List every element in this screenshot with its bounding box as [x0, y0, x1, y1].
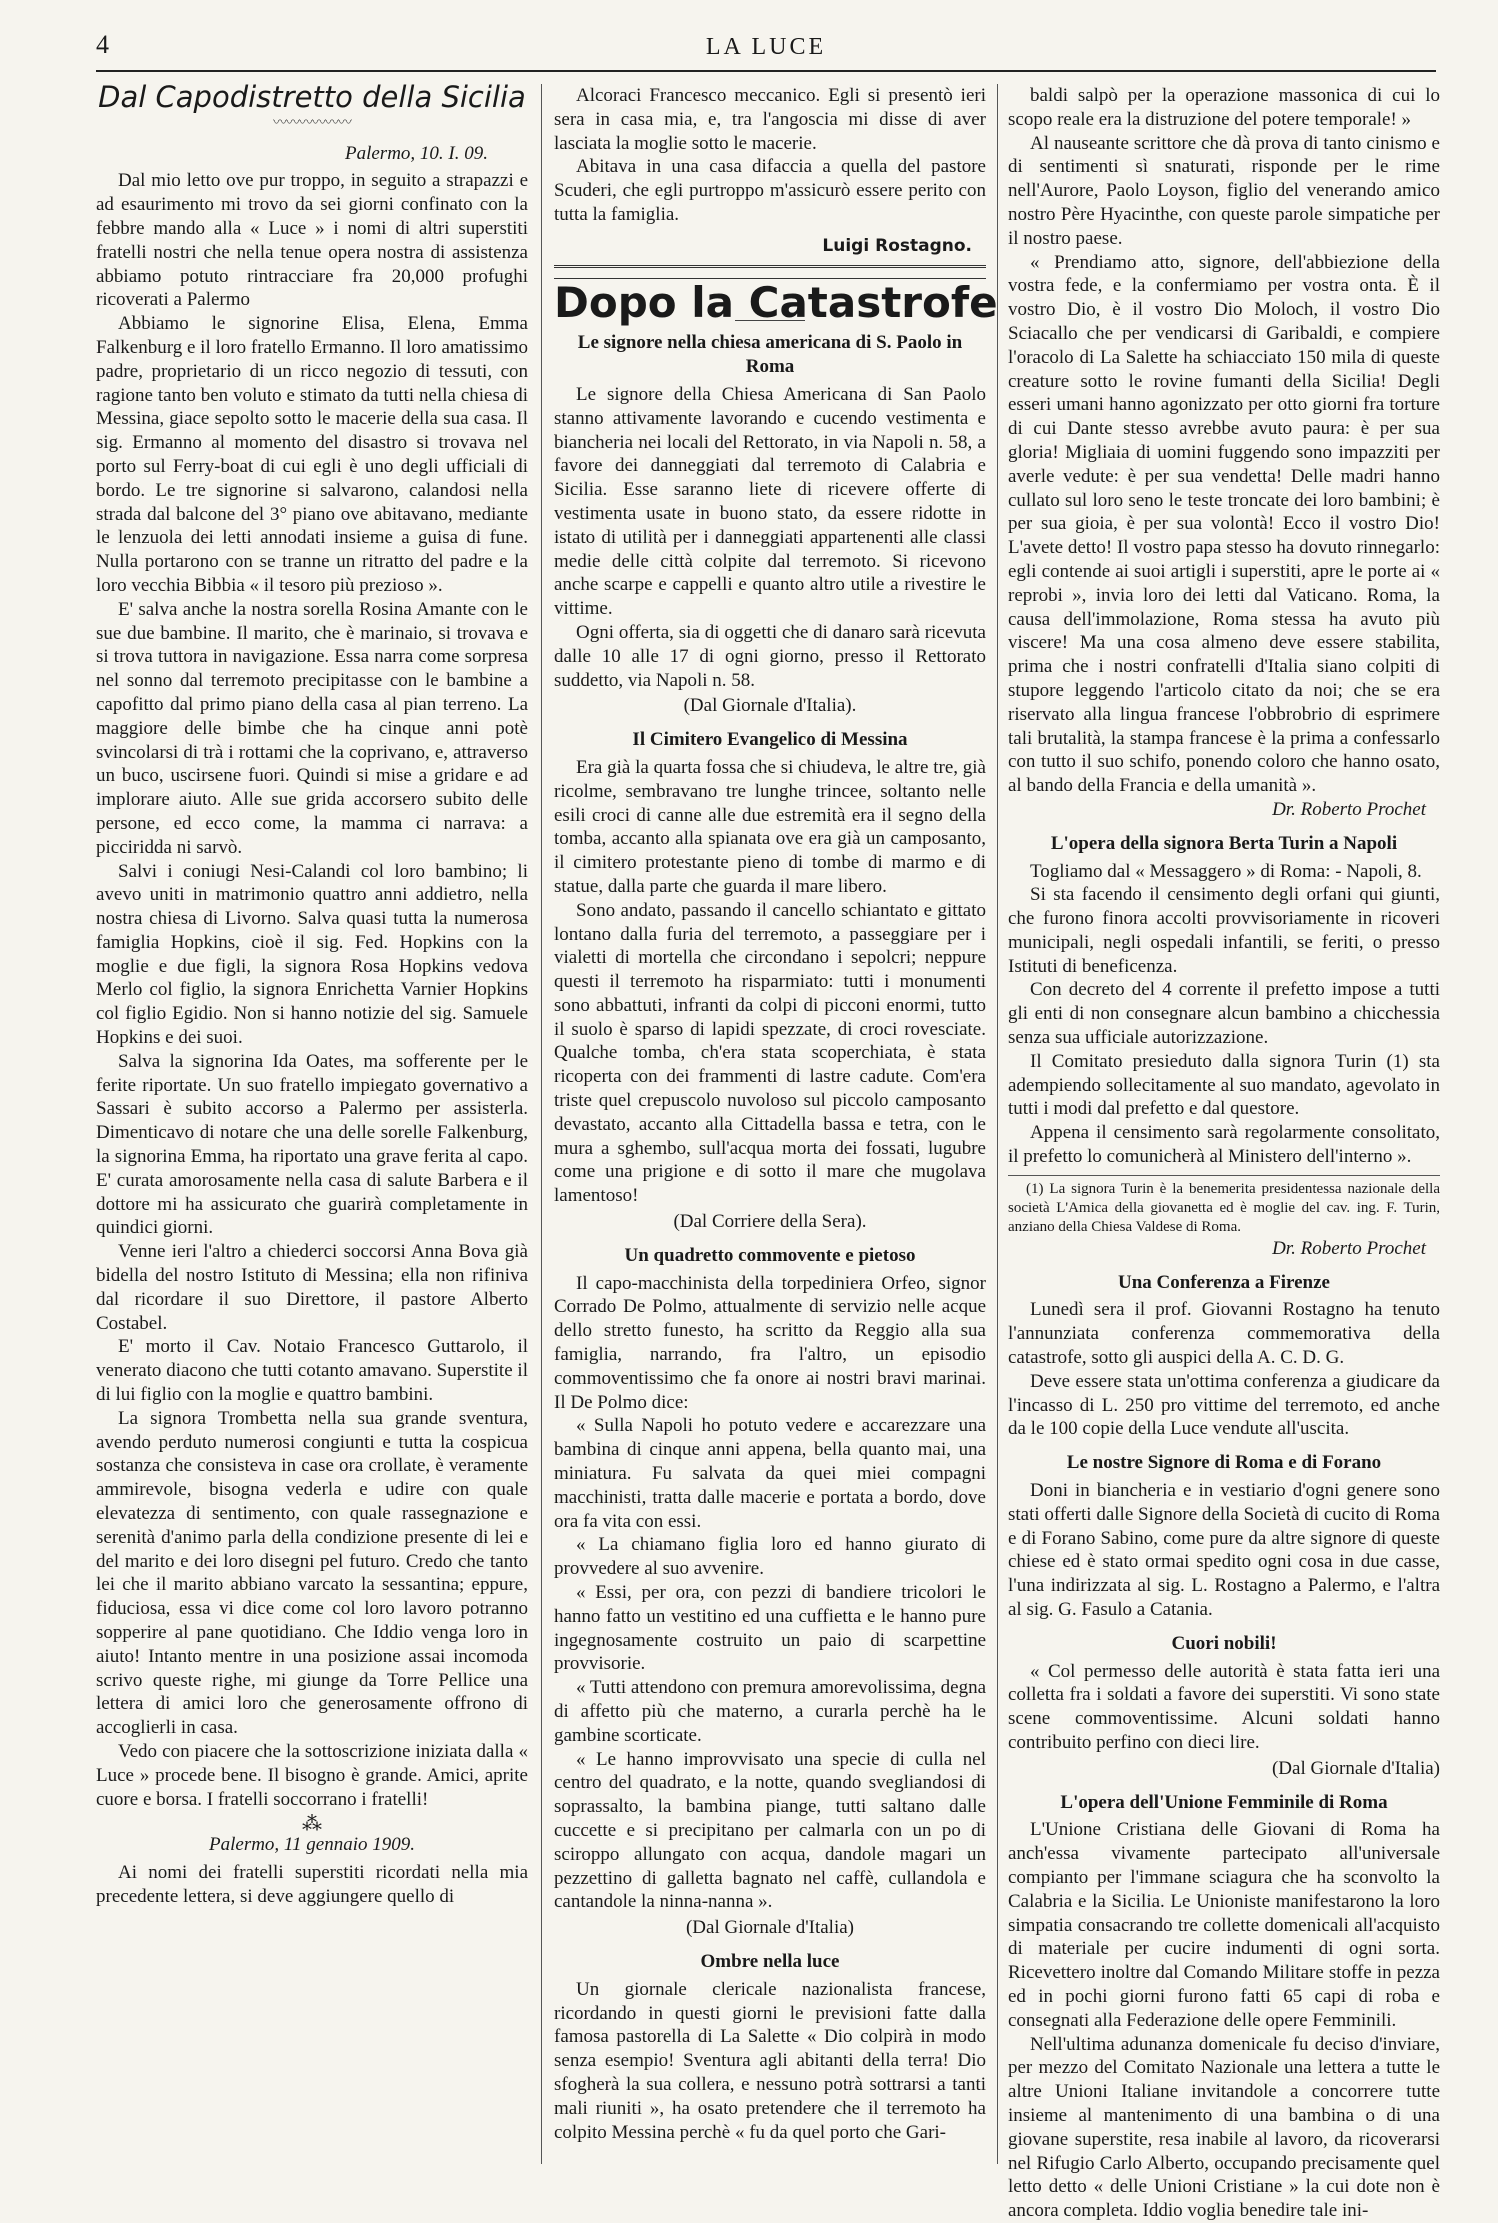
masthead — [96, 30, 1436, 72]
article-body — [1008, 1818, 1440, 2223]
article-heading: Una Conferenza a Firenze — [1118, 1271, 1330, 1293]
source-credit: (Dal Giornale d'Italia) — [1271, 1757, 1440, 1779]
article-body — [1008, 1479, 1440, 1622]
dateline: Palermo, 10. I. 09. — [344, 142, 488, 164]
signature: Luigi Rostagno. — [822, 235, 972, 256]
signature: Dr. Roberto Prochet — [1272, 1237, 1426, 1259]
article-heading: L'opera dell'Unione Femminile di Roma — [1060, 1791, 1388, 1813]
paragraph: Nell'ultima adunanza domenicale fu deciso d'inviare, per mezzo del Comitato Nazionale una lettera a tutte le altre Unioni Italiane invitandole a concorrere tutte insieme al mantenimento di una bambina o di una giovane superstite, resa inabile al lavoro, da ricoverarsi nel Rifugio Carlo Alberto, occupando precisamente quel letto detto « delle Unioni Cristiane » la cui dote non è ancora completa. Iddio voglia benedire tale ini- — [1008, 2033, 1440, 2222]
paragraph: Abitava in una casa difaccia a quella del pastore Scuderi, che egli purtroppo m'assicurò essere perito con tutta la famiglia. — [554, 156, 986, 225]
article-heading: Cuori nobili! — [1171, 1632, 1277, 1654]
article-heading: L'opera della signora Berta Turin a Napoli — [1050, 832, 1398, 854]
paragraph: « Le hanno improvvisato una specie di culla nel centro del quadrato, e la notte, quando svegliandosi di soprassalto, la bambina piange, tutti saltano dalle cuccette e si precipitano per calmarla con un po di sciroppo allungato con acqua, dandole magari un pezzettino di galletta bagnato nel caffè, cullandola e cantandole la ninna-nanna ». — [554, 1748, 986, 1913]
newspaper-title: LA LUCE — [705, 34, 827, 60]
paragraph: « Col permesso delle autorità è stata fatta ieri una colletta fra i soldati a favore dei superstiti. Vi sono state scene commoventissime. Alcuni soldati hanno contribuito perfino con dieci lire. — [1008, 1660, 1440, 1753]
footnote-text: (1) La signora Turin è la benemerita presidentessa nazionale della società L'Amica della giovanetta ed è moglie del cav. ing. F. Turin, anziano della Chiesa Valdese di Roma. — [1008, 1180, 1440, 1235]
paragraph: « Tutti attendono con premura amorevolissima, degna di affetto più che materno, a curarla perchè ha le gambine scorticate. — [554, 1677, 987, 1746]
paragraph: Sono andato, passando il cancello schiantato e gittato lontano dalla furia del terremoto, a passeggiare per i vialetti di mortella che circondano i sepolcri; neppure questi il terremoto ha risparmiato: tutti i monumenti sono abbattuti, infranti da colpi di picconi enormi, tutto il suolo è sparso di lapidi spezzate, di croci rovesciate. Qualche tomba, ch'era stata scoperchiata, è stata ricoperta con dei frammenti di lastre cadute. Com'era triste quel crepuscolo nuvoloso sul piccolo camposanto devastato, accanto alla Cittadella bassa e tetra, con le mura a sghembo, sull'acqua morta dei fossati, lugubre come una prigione e di sotto il mare che mugolava lamentoso! — [554, 899, 986, 1207]
column-3 — [1008, 84, 1440, 2222]
paragraph: Togliamo dal « Messaggero » di Roma: - Napoli, 8. — [1030, 860, 1422, 882]
dateline: Palermo, 11 gennaio 1909. — [209, 1834, 415, 1856]
paragraph: La signora Trombetta nella sua grande sventura, avendo perduto numerosi congiunti e tutta la cospicua sostanza che consisteva in case ora crollate, è veramente ammirevole, bisogna vederla e udire con quale elevatezza di sentimento, con quale rassegnazione e serenità d'animo parla della condizione presente di lei e del marito e dei loro disegni pel futuro. Credo che tanto lei che il marito abbiano varcato la sessantina; eppure, fiduciosa, essa vi dice come col loro lavoro potranno sopperire al pane quotidiano. Che Iddio venga loro in aiuto! Intanto mentre in una posizione assai incomoda scrivo queste righe, mi giunge da Torre Pellice una lettera di amici loro che generosamente offrono di accoglierli in casa. — [96, 1407, 528, 1739]
paragraph: « La chiamano figlia loro ed hanno giurato di provvedere al suo avvenire. — [554, 1534, 986, 1580]
article-heading: Le signore nella chiesa americana di S. Paolo in Roma — [577, 332, 963, 378]
paragraph: Con decreto del 4 corrente il prefetto impose a tutti gli enti di non consegnare alcun bambino a chicchessia senza sua ufficiale autorizzazione. — [1008, 979, 1440, 1049]
paragraph: Ogni offerta, sia di oggetti che di danaro sarà ricevuta dalle 10 alle 17 di ogni giorno, presso il Rettorato suddetto, via Napoli n. 58. — [554, 621, 986, 691]
paragraph: « Sulla Napoli ho potuto vedere e accarezzare una bambina di cinque anni appena, bella quanto mai, una miniatura. Fu salvata da quei miei compagni macchinisti, tratta dalle macerie e portata a bordo, dove ora fa vita con essi. — [554, 1415, 986, 1532]
source-credit: (Dal Corriere della Sera). — [673, 1211, 867, 1233]
asterism: ⁂ — [302, 1813, 322, 1836]
paragraph: baldi salpò per la operazione massonica di cui lo scopo reale era la distruzione del potere temporale! » — [1008, 85, 1440, 130]
article-body — [554, 84, 986, 227]
paragraph: Venne ieri l'altro a chiederci soccorsi Anna Bova già bidella del nostro Istituto di Messina; ella non rifiniva dal ricordare il suo Direttore, il pastore Alberto Costabel. — [96, 1241, 528, 1334]
paragraph: Il capo-macchinista della torpediniera Orfeo, signor Corrado De Polmo, attualmente di servizio nelle acque dello stretto funesto, ha scritto da Reggio alla sua famiglia, narrando, fra l'altro, un episodio commoventissimo che fa onore ai nostri bravi marinai. Il De Polmo dice: — [554, 1272, 986, 1413]
article-body — [554, 1978, 986, 2145]
paragraph: Salva la signorina Ida Oates, ma sofferente per le ferite riportate. Un suo fratello impiegato governativo a Sassari è subito accorso a Palermo per assisterla. Dimenticavo di notare che una delle sorelle Falkenburg, la signorina Emma, ha riportato una grave ferita al capo. E' curata amorosamente nella casa di salute Barbera e il dottore mi ha assicurato che guarirà completamente in quindici giorni. — [96, 1050, 528, 1239]
source-credit: (Dal Giornale d'Italia). — [683, 695, 857, 717]
article-body — [1008, 1660, 1440, 1755]
paragraph: Il Comitato presieduto dalla signora Turin (1) sta adempiendo sollecitamente al suo mandato, agevolato in tutti i modi dal prefetto e dal questore. — [1008, 1050, 1440, 1120]
paragraph: Salvi i coniugi Nesi-Calandi col loro bambino; li avevo uniti in matrimonio quattro anni addietro, nella nostra chiesa di Livorno. Salva quasi tutta la numerosa famiglia Hopkins, cioè il sig. Fed. Hopkins con la moglie e due figli, la signora Rosa Hopkins vedova Merlo col figlio, la signora Enrichetta Varnier Hopkins col figlio Egidio. Non si hanno notizie del sig. Samuele Hopkins e dei suoi. — [96, 860, 528, 1049]
article-body — [1008, 1298, 1440, 1441]
column-1 — [96, 80, 528, 2174]
article-title: Dal Capodistretto della Sicilia — [98, 80, 526, 114]
paragraph: Appena il censimento sarà regolarmente consolitato, il prefetto lo comunicherà al Ministero dell'interno ». — [1008, 1122, 1440, 1168]
title-ornament: 〰〰〰〰〰〰 — [273, 115, 351, 131]
paragraph: Un giornale clericale nazionalista francese, ricordando in questi giorni le previsioni fatte dalla famosa pastorella di La Salette « Dio colpirà in modo senza esempio! Sventura agli abitanti della terra! Dio sfogherà la sua collera, e nessuno potrà sottrarsi a tanti mali riuniti », ha osato pretendere che il terremoto ha colpito Messina perchè « fu da quel porto che Gari- — [554, 1978, 986, 2143]
article-body — [96, 169, 528, 1811]
paragraph: « Prendiamo atto, signore, dell'abbiezione della vostra fede, e la confermiamo per vostra onta. È il vostro Dio, è il vostro Dio Moloch, il vostro Dio Sciacallo che per vendicarsi di Garibaldi, e compiere l'oracolo di La Salette ha schiacciato 150 mila di queste creature sotto le rovine fumanti della Sicilia! Degli esseri umani hanno agonizzato per otto giorni fra torture di cui Dante stesso avrebbe avuto paura: è per sua gloria! Migliaia di uomini fuggendo sono impazziti per averle vedute: è per sua vendetta! Delle madri hanno cullato sul loro seno le teste troncate dei loro bambini; è per sua gioia, è per sua volontà! Ecco il vostro Dio! L'avete detto! Il vostro papa stesso ha dovuto rinnegarlo: egli contende ai suoi artigli i superstiti, apre le porte ai « reprobi », invia loro dei letti dal Vaticano. Roma, la causa dell'immolazione, Roma stessa ha avuto più viscere! Ma una cosa almeno deve essere stabilita, prima che i nostri confratelli d'Italia siano colpiti di stupore leggendo l'articolo citato da noi; che se era riservato alla lingua francese l'obbrobrio di esprimere tali brutalità, la stampa francese è la prima a confessarlo con tutto il suo schifo, ponendo coloro che hanno osato, al bando della Francia e della umanità ». — [1008, 251, 1440, 797]
paragraph: Alcoraci Francesco meccanico. Egli si presentò ieri sera in casa mia, e, tra l'angoscia mi disse di aver lasciata la moglie sotto le macerie. — [554, 85, 986, 154]
paragraph: Era già la quarta fossa che si chiudeva, le altre tre, già ricolme, sembravano tre lunghe trincee, soltanto nelle esili croci di canne alle due estremità era il segno della tomba, accanto alla spianata ove era già un camposanto, il cimitero protestante pieno di tombe di marmo e di statue, dalla parte che guarda il mare libero. — [554, 756, 986, 897]
signature: Dr. Roberto Prochet — [1272, 798, 1426, 820]
paragraph: « Essi, per ora, con pezzi di bandiere tricolori le hanno fatto un vestitino ed una cuffietta e le hanno pure ingegnosamente costruito un paio di scarpettine provvisorie. — [554, 1582, 986, 1675]
article-body — [554, 1272, 986, 1915]
paragraph: Lunedì sera il prof. Giovanni Rostagno ha tenuto l'annunziata conferenza commemorativa della catastrofe, sotto gli auspici della A. C. D. G. — [1008, 1299, 1440, 1369]
article-body — [1008, 860, 1440, 1169]
section-divider — [554, 265, 986, 279]
article-body — [554, 756, 986, 1208]
column-divider — [541, 84, 542, 2164]
paragraph: Le signore della Chiesa Americana di San Paolo stanno attivamente lavorando e cucendo vestimenta e biancheria nei locali del Rettorato, in via Napoli n. 58, a favore dei danneggiati dal terremoto di Calabria e Sicilia. Esse saranno liete di ricevere offerte di vestimenta usate in buono stato, da essere ridotte in istato di utilità per i danneggiati appartenenti alle classi medie delle città colpite dal terremoto. Si ricevono anche scarpe e cappelli e quanto altro utile a rivestire le vittime. — [554, 383, 986, 620]
paragraph: Abbiamo le signorine Elisa, Elena, Emma Falkenburg e il loro fratello Ermanno. Il loro amatissimo padre, proprietario di un ricco negozio di tessuti, con ragione tanto ben voluto e stimato da tutti nella chiesa di Messina, giace sepolto sotto le macerie della sua casa. Il sig. Ermanno al momento del disastro si trovava nel porto sul Ferry-boat di cui egli è uno degli ufficiali di bordo. Le tre signorine si salvarono, calandosi nella strada dal balcone del 3° piano ove abitavano, mediante le lenzuola dei letti annodati insieme a guisa di fune. Nulla portarono con se tranne un ritratto del padre e la loro vecchia Bibbia « il tesoro più prezioso ». — [96, 313, 528, 596]
article-body — [554, 383, 986, 692]
column-2 — [554, 84, 998, 2174]
paragraph: Deve essere stata un'ottima conferenza a giudicare da l'incasso di L. 250 pro vittime del terremoto, ed anche da le 100 copie della Luce vendute all'uscita. — [1008, 1370, 1440, 1440]
paragraph: Si sta facendo il censimento degli orfani qui giunti, che furono finora accolti provvisoriamente in ricoveri municipali, negli ospedali infantili, se feriti, o presso Istituti di beneficenza. — [1008, 884, 1440, 977]
section-title: Dopo la Catastrofe — [554, 277, 998, 327]
article-body — [1008, 84, 1440, 798]
column-divider — [997, 84, 998, 2164]
paragraph: Ai nomi dei fratelli superstiti ricordati nella mia precedente lettera, si deve aggiungere quello di — [96, 1862, 528, 1907]
paragraph: E' salva anche la nostra sorella Rosina Amante con le sue due bambine. Il marito, che è marinaio, si trovava e si trova tuttora in navigazione. Essa narra come sorpresa nel sonno dal terremoto precipitasse con le bambine a capofitto dal primo piano della casa al pian terreno. La maggiore delle bimbe che ha cinque anni potè svincolarsi di trà i rottami che la coprivano, e, attraverso un buco, uscirsene fuori. Quindi si mise a gridare e ad implorare aiuto. Alle sue grida accorsero subito delle persone, ed ecco come, la mamma ci narrava: a picciridda ni sarvò. — [96, 598, 528, 858]
article-heading: Ombre nella luce — [700, 1950, 840, 1972]
paragraph: L'Unione Cristiana delle Giovani di Roma ha anch'essa vivamente partecipato all'universale compianto per l'immane sciagura che ha sconvolto la Calabria e la Sicilia. Le Unioniste manifestarono la loro simpatia consacrando tre collette domenicali all'acquisto di materiale per cucire indumenti di ogni sorta. Ricevettero inoltre dal Comando Militare stoffe in pezza ed in pochi giorni furono fatti 65 capi di roba e consegnati alla Federazione delle opere Femminili. — [1008, 1819, 1440, 2031]
article-heading: Un quadretto commovente e pietoso — [624, 1244, 916, 1266]
source-credit: (Dal Giornale d'Italia) — [685, 1917, 854, 1939]
page-number: 4 — [96, 30, 109, 59]
article-heading: Il Cimitero Evangelico di Messina — [632, 729, 908, 751]
paragraph: Al nauseante scrittore che dà prova di tanto cinismo e di sentimenti sì snaturati, risponde per le rime nell'Aurore, Paolo Loyson, figlio del venerando amico nostro Père Hyacinthe, con queste parole simpatiche per il nostro paese. — [1008, 132, 1440, 249]
footnote — [1008, 1175, 1440, 1237]
paragraph: Dal mio letto ove pur troppo, in seguito a strapazzi e ad esaurimento mi trovo da sei giorni confinato con la febbre mando alla « Luce » i nomi di altri superstiti fratelli nostri che nella tenue opera nostra di assistenza abbiamo potuto rintracciare fra 20,000 profughi ricoverati a Palermo — [96, 170, 528, 311]
article-heading: Le nostre Signore di Roma e di Forano — [1066, 1452, 1382, 1474]
paragraph: Doni in biancheria e in vestiario d'ogni genere sono stati offerti dalle Signore della Società di cucito di Roma e di Forano Sabino, come pure da altre signore di queste chiese ed è stato ormai spedito ogni cosa in due casse, l'una indirizzata al sig. L. Rostagno a Palermo, e l'altra al sig. G. Fasulo a Catania. — [1008, 1480, 1440, 1621]
paragraph: Vedo con piacere che la sottoscrizione iniziata dalla « Luce » procede bene. Il bisogno è grande. Amici, aprite cuore e borsa. I fratelli soccorrano i fratelli! — [96, 1740, 528, 1810]
paragraph: E' morto il Cav. Notaio Francesco Guttarolo, il venerato diacono che tutti cotanto amavano. Superstite il di lui figlio con la moglie e quattro bambini. — [96, 1336, 528, 1406]
